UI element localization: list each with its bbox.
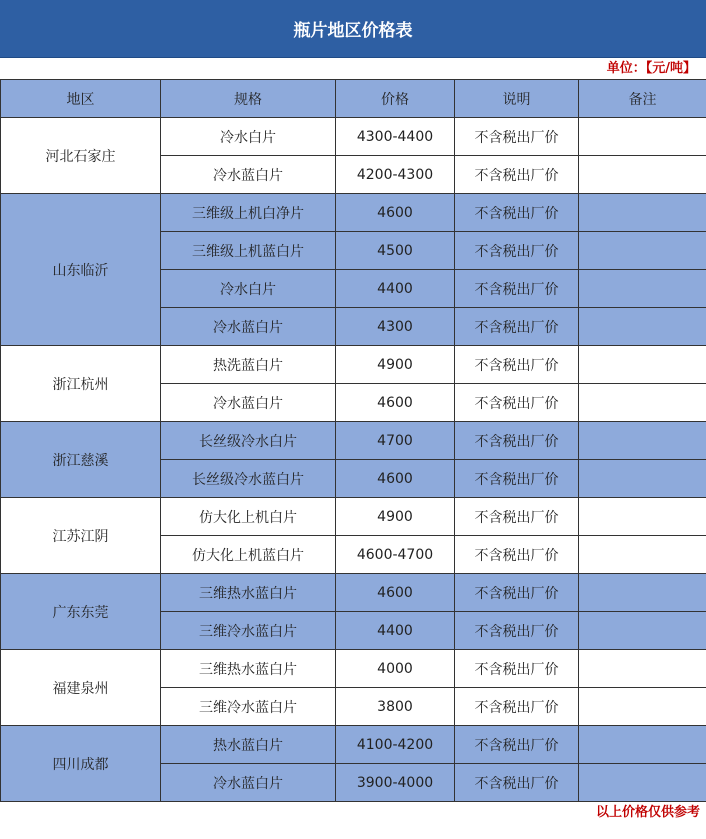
region-cell: 四川成都 [1, 726, 161, 802]
table-row [1, 726, 706, 764]
note-cell: 不含税出厂价 [455, 726, 579, 764]
table-row [1, 574, 706, 612]
header-remark: 备注 [579, 80, 706, 118]
region-cell: 江苏江阴 [1, 498, 161, 574]
remark-cell [579, 346, 706, 384]
note-cell: 不含税出厂价 [455, 688, 579, 726]
note-cell: 不含税出厂价 [455, 194, 579, 232]
remark-cell [579, 536, 706, 574]
remark-cell [579, 688, 706, 726]
note-cell: 不含税出厂价 [455, 422, 579, 460]
price-cell: 4600 [336, 194, 455, 232]
remark-cell [579, 384, 706, 422]
table-row [1, 194, 706, 232]
remark-cell [579, 612, 706, 650]
spec-cell: 冷水蓝白片 [161, 156, 336, 194]
remark-cell [579, 232, 706, 270]
price-cell: 3800 [336, 688, 455, 726]
remark-cell [579, 460, 706, 498]
region-cell: 浙江杭州 [1, 346, 161, 422]
remark-cell [579, 118, 706, 156]
remark-cell [579, 498, 706, 536]
remark-cell [579, 308, 706, 346]
price-cell: 4900 [336, 498, 455, 536]
price-cell: 3900-4000 [336, 764, 455, 802]
spec-cell: 三维冷水蓝白片 [161, 688, 336, 726]
header-region: 地区 [1, 80, 161, 118]
price-cell: 4600-4700 [336, 536, 455, 574]
page-title: 瓶片地区价格表 [0, 0, 706, 58]
price-cell: 4500 [336, 232, 455, 270]
remark-cell [579, 156, 706, 194]
spec-cell: 长丝级冷水蓝白片 [161, 460, 336, 498]
note-cell: 不含税出厂价 [455, 384, 579, 422]
note-cell: 不含税出厂价 [455, 612, 579, 650]
region-cell: 山东临沂 [1, 194, 161, 346]
region-cell: 浙江慈溪 [1, 422, 161, 498]
spec-cell: 长丝级冷水白片 [161, 422, 336, 460]
spec-cell: 三维级上机蓝白片 [161, 232, 336, 270]
remark-cell [579, 574, 706, 612]
note-cell: 不含税出厂价 [455, 232, 579, 270]
remark-cell [579, 764, 706, 802]
spec-cell: 冷水白片 [161, 118, 336, 156]
price-cell: 4700 [336, 422, 455, 460]
table-row [1, 346, 706, 384]
spec-cell: 三维热水蓝白片 [161, 574, 336, 612]
note-cell: 不含税出厂价 [455, 156, 579, 194]
price-table [0, 79, 706, 802]
spec-cell: 热洗蓝白片 [161, 346, 336, 384]
remark-cell [579, 422, 706, 460]
unit-label: 单位：【元/吨】 [606, 61, 696, 76]
table-row [1, 118, 706, 156]
table-row [1, 650, 706, 688]
note-cell: 不含税出厂价 [455, 346, 579, 384]
note-cell: 不含税出厂价 [455, 498, 579, 536]
table-header-row [1, 80, 706, 118]
note-cell: 不含税出厂价 [455, 460, 579, 498]
price-cell: 4300 [336, 308, 455, 346]
price-cell: 4100-4200 [336, 726, 455, 764]
note-cell: 不含税出厂价 [455, 574, 579, 612]
spec-cell: 仿大化上机蓝白片 [161, 536, 336, 574]
table-body [1, 118, 706, 802]
remark-cell [579, 194, 706, 232]
price-cell: 4600 [336, 384, 455, 422]
header-spec: 规格 [161, 80, 336, 118]
note-cell: 不含税出厂价 [455, 764, 579, 802]
note-cell: 不含税出厂价 [455, 650, 579, 688]
table-row [1, 422, 706, 460]
table-row [1, 498, 706, 536]
price-cell: 4300-4400 [336, 118, 455, 156]
price-cell: 4600 [336, 574, 455, 612]
region-cell: 福建泉州 [1, 650, 161, 726]
spec-cell: 冷水白片 [161, 270, 336, 308]
note-cell: 不含税出厂价 [455, 118, 579, 156]
footnote: 以上价格仅供参考 [595, 805, 700, 820]
spec-cell: 三维级上机白净片 [161, 194, 336, 232]
remark-cell [579, 270, 706, 308]
spec-cell: 热水蓝白片 [161, 726, 336, 764]
spec-cell: 冷水蓝白片 [161, 764, 336, 802]
spec-cell: 冷水蓝白片 [161, 308, 336, 346]
note-cell: 不含税出厂价 [455, 536, 579, 574]
remark-cell [579, 726, 706, 764]
note-cell: 不含税出厂价 [455, 270, 579, 308]
note-cell: 不含税出厂价 [455, 308, 579, 346]
price-cell: 4400 [336, 612, 455, 650]
price-cell: 4900 [336, 346, 455, 384]
spec-cell: 三维冷水蓝白片 [161, 612, 336, 650]
spec-cell: 仿大化上机白片 [161, 498, 336, 536]
region-cell: 河北石家庄 [1, 118, 161, 194]
price-cell: 4200-4300 [336, 156, 455, 194]
header-note: 说明 [455, 80, 579, 118]
price-cell: 4400 [336, 270, 455, 308]
remark-cell [579, 650, 706, 688]
spec-cell: 三维热水蓝白片 [161, 650, 336, 688]
spec-cell: 冷水蓝白片 [161, 384, 336, 422]
header-price: 价格 [336, 80, 455, 118]
price-cell: 4000 [336, 650, 455, 688]
price-cell: 4600 [336, 460, 455, 498]
region-cell: 广东东莞 [1, 574, 161, 650]
